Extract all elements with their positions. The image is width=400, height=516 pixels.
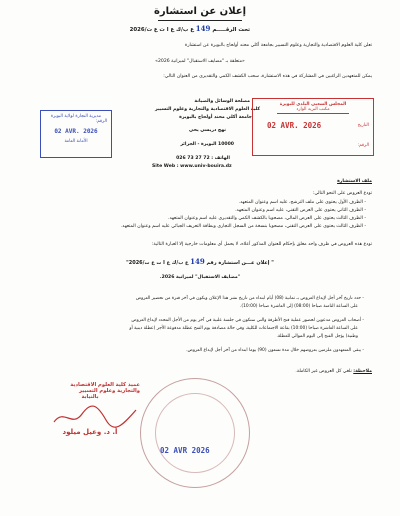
envelope-item-1: - الظرف الأول يحتوي على ملف الترشح، عليه اسم وعنوان المتعهد.: [238, 200, 366, 205]
stamp-left-line-2: الرقم:: [95, 119, 107, 124]
address-phone: [176, 155, 230, 162]
address-line-1: مصلحة الوسائل والصيانة: [194, 99, 250, 104]
intro-line-2: «متعلقة بـ "مضايف الاستقبال" لميزانية 2026»: [155, 59, 245, 64]
remark-text: نلغي كل العروض غير الكاملة.: [295, 369, 352, 374]
reference-prefix: تحت الرقـــــم: [212, 27, 250, 33]
condition-line-4: على الساعة العاشرة صباحا (10:00) بقاعة الاجتماعات للكلية، وفي حالة مصادفة يوم الفتح عطلة مدفوعة الأجر (عطلة دينية أو: [129, 326, 358, 331]
envelope-label: [0, 258, 400, 267]
address-line-2: كلية العلوم الاقتصادية والتجارية وعلوم التسيير: [154, 107, 260, 112]
file-intro: تودع العروض على النحو التالي:: [312, 191, 372, 196]
envelope-item-3: - الظرف الثالث يحتوي على العرض المالي، مصحوبا بالكشف الكمي والتقديري عليه اسم وعنوان المتعهد.: [168, 216, 366, 221]
address-line-5: 10000 البويرة - الجزائر: [180, 142, 234, 147]
address-line-4: نهج دريسي يحي: [189, 128, 226, 133]
remark-label: ملاحظة:: [353, 369, 372, 374]
signature-name: أ. د. وعيل ميلود: [62, 428, 118, 436]
title-underline: [158, 20, 242, 21]
condition-line-6: - يبقى المتعهدون ملزمين بعروضهم خلال مدة تسعون (90) يوما ابتداء من آخر أجل لإيداع العروض.: [186, 348, 364, 353]
stamp-right-date-label: التاريخ: [357, 123, 369, 128]
envelope-label-number: 149: [190, 257, 205, 266]
signature-scribble-icon: [50, 404, 140, 430]
remark: [295, 368, 372, 375]
condition-line-3: - أصحاب العروض مدعوين لحضور عملية فتح الأظرفة والتي ستكون في جلسة علنية في آخر يوم من الأجل المحدد لإيداع العروض: [131, 318, 364, 323]
address-line-3: جامعة أكلي محند أولحاج بالبويرة: [179, 115, 252, 120]
document-title: إعلان عن استشارة: [153, 6, 247, 17]
condition-line-2: على الساعة الثامنة صباحا (08:00) إلى العاشرة صباحا (10:00).: [239, 304, 358, 309]
file-heading: ملف الاستشارة: [337, 179, 372, 184]
phone-label: الهاتف :: [211, 156, 230, 161]
deposit-text: تودع هذه العروض في ظرف واحد مغلق بإحكام للعنوان المذكور أعلاه، لا يحمل أي معلومات خارجية إلا العبارة التالية:: [151, 242, 372, 247]
stamp-right-number-label: الرقم:: [357, 143, 369, 148]
intro-line-3: يمكن للمتعهدين الراغبين في المشاركة في هذه الاستشارة، سحب الكشف الكمي والتقديري من العنوان التالي:: [163, 74, 372, 79]
stamp-municipal-council: [252, 98, 374, 156]
reference-handwritten-number: 149: [195, 24, 211, 33]
official-seal: [140, 378, 250, 488]
stamp-left-date: 02 AVR. 2026: [54, 128, 98, 135]
website-url: www.univ-bouira.dz: [180, 164, 232, 169]
stamp-right-date: 02 AVR. 2026: [267, 121, 322, 130]
condition-line-1: - حدد تاريخ آخر أجل لإيداع العروض بـ ثمانية (08) أيام ابتداء من تاريخ نشر هذا الإعلان ويكون في آخر فترة من تحضير العروض: [135, 296, 364, 301]
envelope-label-prefix: " إعلان عـــن استشارة رقم: [206, 260, 274, 266]
stamp-left-line-1: مديرية التجارة لولاية البويرة: [50, 114, 102, 119]
reference-suffix: ع ب/ك ع ا ت ع ت/2026: [129, 27, 194, 33]
condition-line-5: وطنية) يؤجل الفتح إلى اليوم الموالي للعطلة.: [276, 334, 358, 339]
reference-line: [130, 24, 250, 33]
envelope-note: - الظرف الثالث يحتوي على العرض التقني، مصحوبا بنسخة من السجل التجاري وبطاقة التعريف الجبائي عليه اسم وعنوان المتعهد.: [120, 224, 366, 229]
stamp-right-line-1: المجلس الشعبي البلدي للبويرة: [279, 102, 347, 107]
envelope-item-2: - الظرف الثاني يحتوي على العرض التقني، عليه اسم وعنوان المتعهد.: [235, 208, 366, 213]
intro-line-1: تعلن كلية العلوم الاقتصادية والتجارية وعلوم التسيير بجامعة أكلي محند أولحاج بالبويرة عن استشارة: [184, 43, 372, 48]
signature-line-1: عميد كلية العلوم الاقتصادية: [70, 382, 140, 388]
envelope-subject: "مضايف الاستقبال" لميزانية 2026.: [159, 275, 241, 280]
website-label: Site Web :: [152, 164, 179, 169]
stamp-commerce-directorate: [40, 110, 112, 158]
stamp-right-line-2: مكتب البريد الوارد: [277, 107, 349, 114]
address-website: [152, 163, 232, 170]
signature-line-2: والتجارية وعلوم التسيير: [79, 388, 140, 394]
phone-number: 026 73 27 72: [176, 156, 210, 161]
stamp-left-line-3: الأمانة العامة: [64, 139, 88, 144]
dean-signature-stamp: [40, 382, 140, 400]
bottom-date-stamp: 02 AVR 2026: [160, 446, 210, 455]
envelope-label-suffix: ع ب/ك ع ا ت ع ت/2026": [126, 260, 189, 266]
signature-line-3: بالنيابة: [81, 394, 99, 400]
official-seal-inner: [155, 393, 235, 473]
